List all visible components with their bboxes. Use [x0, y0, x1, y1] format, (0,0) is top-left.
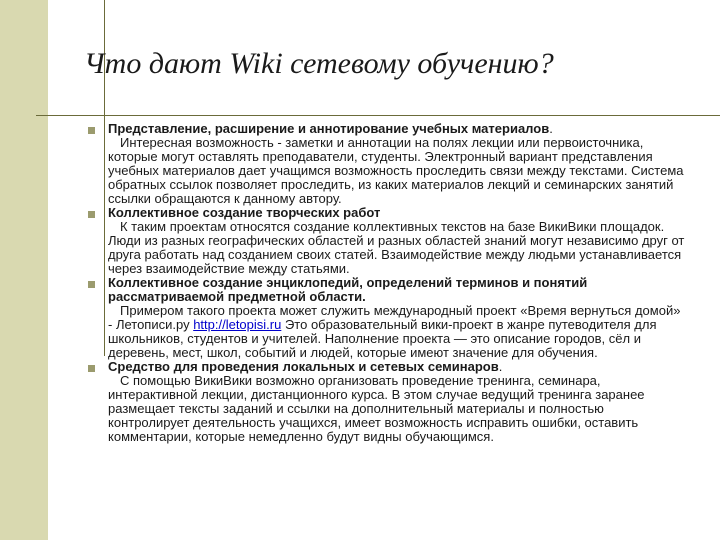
square-bullet-icon: [88, 281, 95, 288]
item-body: Интересная возможность - заметки и аннотации на полях лекции или первоисточника, которые могут оставлять преподаватели, студенты. Электронный вариант представления учебных материалов дает учащимся возможность проследить связи между текстами. Система обратных ссылок позволяет проследить, из каких материалов лекций и семинарских занятий ссылки обращаются к данному автору.: [108, 135, 684, 206]
list-item: [88, 122, 688, 206]
square-bullet-icon: [88, 127, 95, 134]
list-item: [88, 360, 688, 444]
list-item: [88, 276, 688, 360]
item-heading: Представление, расширение и аннотирование учебных материалов.: [108, 121, 553, 136]
item-body: Примером такого проекта может служить международный проект «Время вернуться домой» - Летописи.ру http://letopisi.ru Это образовательный вики-проект в жанре путеводителя для школьников, студентов и учителей. Наполнение проекта — это описание городов, сёл и деревень, мест, школ, событий и людей, которые имеют значение для обучения.: [108, 303, 681, 360]
bullet-list: [88, 122, 688, 444]
square-bullet-icon: [88, 211, 95, 218]
letopisi-link[interactable]: http://letopisi.ru: [193, 317, 282, 332]
item-heading: Коллективное создание энциклопедий, определений терминов и понятий рассматриваемой предметной области.: [108, 275, 588, 304]
left-accent-bar: [0, 0, 48, 540]
slide-title: Что дают Wiki сетевому обучению?: [84, 47, 554, 80]
title-underline: [36, 115, 720, 116]
item-body: С помощью ВикиВики возможно организовать проведение тренинга, семинара, интерактивной лекции, дистанционного курса. В этом случае ведущий тренинга заранее размещает тексты заданий и ссылки на дополнительный материалы и полностью контролирует деятельность учащихся, имеет возможность исправить ошибки, оставить комментарии, которые немедленно будут видны обучающимся.: [108, 373, 645, 444]
item-heading: Средство для проведения локальных и сетевых семинаров.: [108, 359, 503, 374]
list-item: [88, 206, 688, 276]
item-heading: Коллективное создание творческих работ: [108, 205, 381, 220]
square-bullet-icon: [88, 365, 95, 372]
item-body: К таким проектам относятся создание коллективных текстов на базе ВикиВики площадок. Люди из разных географических областей и разных областей знаний могут независимо друг от друга работать над созданием своих статей. Взаимодействие между людьми устанавливается через взаимодействие между статьями.: [108, 219, 685, 276]
